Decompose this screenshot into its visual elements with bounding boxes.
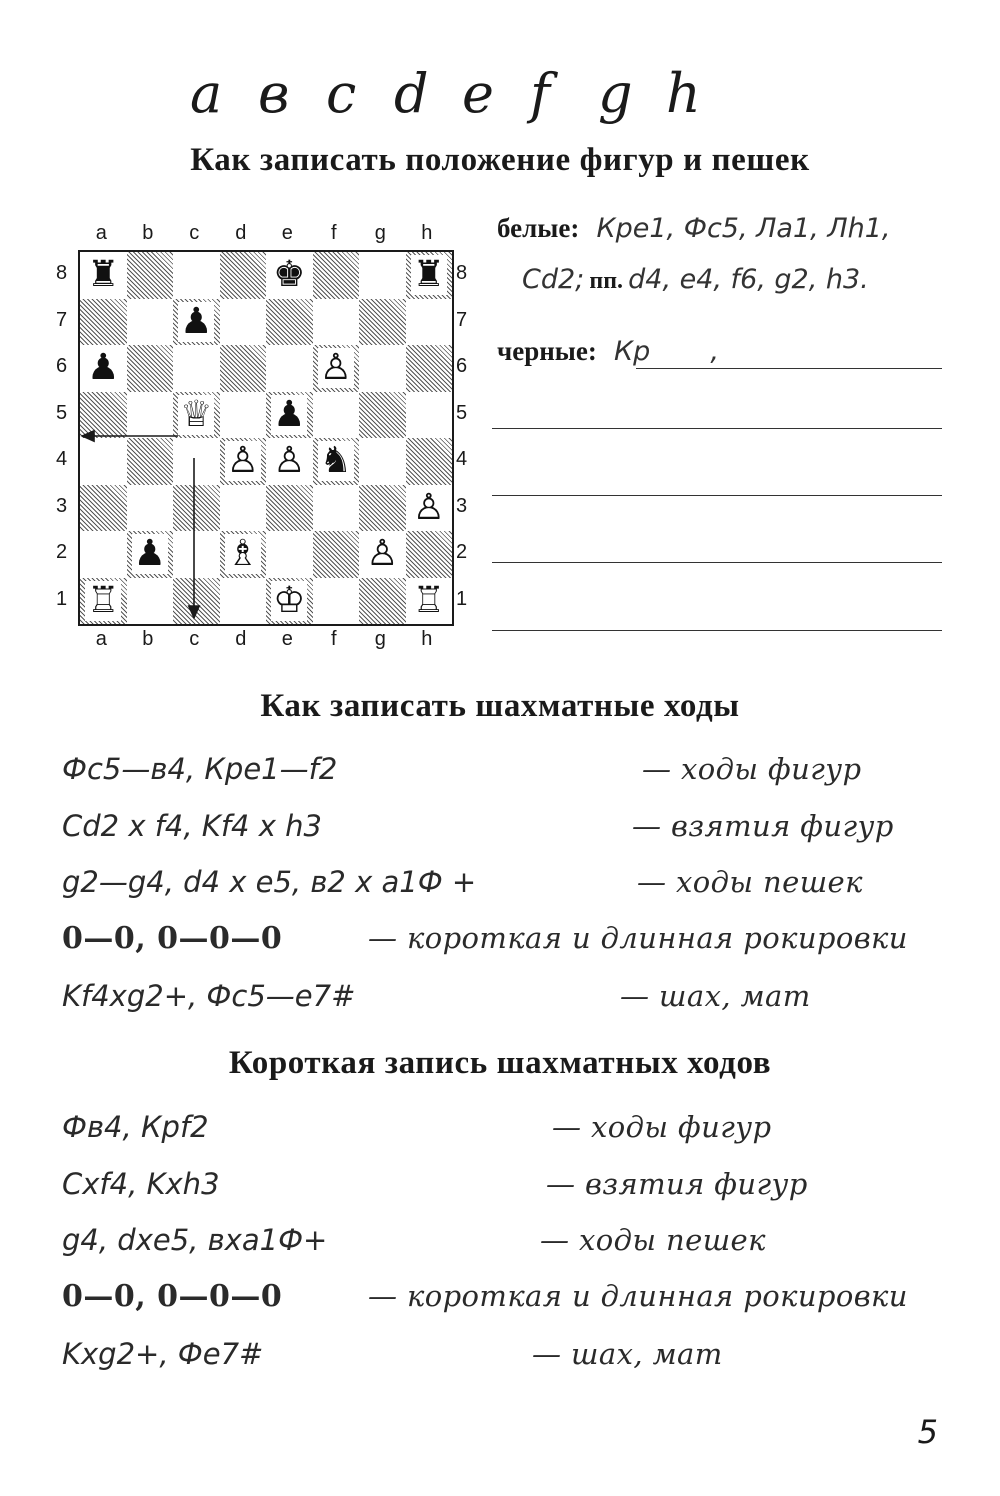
piece-g2: ♙ xyxy=(366,533,399,575)
square-d2 xyxy=(220,531,267,578)
white-label: белые: xyxy=(497,213,580,243)
square-b2 xyxy=(127,531,174,578)
square-g4 xyxy=(359,438,406,485)
file-label: a xyxy=(95,222,107,244)
black-label: черные: xyxy=(497,336,597,366)
move-row xyxy=(62,1110,942,1156)
square-g7 xyxy=(359,299,406,346)
move-row xyxy=(62,752,942,798)
square-g6 xyxy=(359,345,406,392)
square-f6 xyxy=(313,345,360,392)
rank-label: 4 xyxy=(56,448,68,470)
square-f1 xyxy=(313,578,360,625)
move-description: — короткая и длинная рокировки xyxy=(368,1279,908,1313)
square-b4 xyxy=(127,438,174,485)
pawns-abbrev: пп. xyxy=(589,268,624,294)
file-letters-header xyxy=(190,62,734,125)
rank-label: 2 xyxy=(56,541,68,563)
rank-label: 2 xyxy=(456,541,468,563)
file-label: h xyxy=(421,222,433,244)
square-b6 xyxy=(127,345,174,392)
square-f7 xyxy=(313,299,360,346)
rank-label: 3 xyxy=(56,494,68,517)
chess-board xyxy=(78,250,454,626)
file-label: f xyxy=(330,222,337,244)
move-row xyxy=(62,1223,942,1269)
piece-e4: ♙ xyxy=(273,440,306,482)
file-letter: в xyxy=(258,62,290,125)
file-label: e xyxy=(281,628,293,650)
square-a6 xyxy=(80,345,127,392)
square-e4 xyxy=(266,438,313,485)
move-notation: g2—g4, d4 x e5, в2 x a1Ф + xyxy=(62,865,477,899)
move-row xyxy=(62,1167,942,1213)
section-title-moves: Как записать шахматные ходы xyxy=(260,688,740,724)
square-a1 xyxy=(80,578,127,625)
square-e5 xyxy=(266,392,313,439)
square-h6 xyxy=(406,345,453,392)
white-pieces-notation-2 xyxy=(522,264,869,295)
file-labels-bottom xyxy=(78,628,450,651)
square-e2 xyxy=(266,531,313,578)
move-description: — ходы фигур xyxy=(552,1110,772,1144)
square-c6 xyxy=(173,345,220,392)
piece-e1: ♔ xyxy=(273,579,306,621)
square-f5 xyxy=(313,392,360,439)
rank-label: 6 xyxy=(56,355,68,377)
square-e7 xyxy=(266,299,313,346)
file-letter: g xyxy=(598,62,633,125)
square-a2 xyxy=(80,531,127,578)
piece-d4: ♙ xyxy=(226,440,259,482)
square-h7 xyxy=(406,299,453,346)
black-pieces-notation xyxy=(497,336,719,367)
square-c1 xyxy=(173,578,220,625)
file-letter: e xyxy=(462,62,494,125)
piece-f4: ♞ xyxy=(319,440,352,482)
file-label: c xyxy=(189,222,200,244)
file-label: a xyxy=(95,628,107,650)
move-description: — шах, мат xyxy=(620,979,811,1013)
square-h5 xyxy=(406,392,453,439)
piece-e8: ♚ xyxy=(273,254,306,296)
square-g2 xyxy=(359,531,406,578)
white-bishop: Cd2; xyxy=(522,264,585,295)
file-letter: c xyxy=(326,62,357,125)
move-row xyxy=(62,1337,942,1383)
move-notation: Kf4xg2+, Фс5—e7# xyxy=(62,979,356,1013)
square-h8 xyxy=(406,252,453,299)
square-c2 xyxy=(173,531,220,578)
piece-h8: ♜ xyxy=(412,254,445,296)
file-label: c xyxy=(189,628,200,650)
rank-label: 5 xyxy=(56,401,68,424)
square-a4 xyxy=(80,438,127,485)
white-pieces-line1: Кре1, Фс5, Ла1, Лh1, xyxy=(596,213,891,244)
square-f4 xyxy=(313,438,360,485)
rank-label: 8 xyxy=(56,262,68,284)
square-h4 xyxy=(406,438,453,485)
square-b5 xyxy=(127,392,174,439)
square-b1 xyxy=(127,578,174,625)
white-pawns: d4, e4, f6, g2, h3. xyxy=(628,264,869,295)
rank-labels-left xyxy=(56,250,67,622)
file-label: e xyxy=(281,222,293,244)
square-d5 xyxy=(220,392,267,439)
square-h2 xyxy=(406,531,453,578)
square-d7 xyxy=(220,299,267,346)
square-d6 xyxy=(220,345,267,392)
piece-f6: ♙ xyxy=(319,347,352,389)
square-g1 xyxy=(359,578,406,625)
file-letter: h xyxy=(666,62,701,125)
square-c3 xyxy=(173,485,220,532)
rank-labels-right xyxy=(456,250,467,622)
black-king-hand: Кр , xyxy=(613,336,719,367)
square-f2 xyxy=(313,531,360,578)
square-a5 xyxy=(80,392,127,439)
square-f3 xyxy=(313,485,360,532)
rank-label: 8 xyxy=(456,262,468,284)
square-e1 xyxy=(266,578,313,625)
move-notation: Фс5—в4, Кре1—f2 xyxy=(62,752,338,786)
file-labels-top xyxy=(78,222,450,245)
blank-line xyxy=(492,428,942,429)
square-f8 xyxy=(313,252,360,299)
rank-label: 5 xyxy=(456,401,468,424)
page-number: 5 xyxy=(917,1413,938,1451)
piece-h1: ♖ xyxy=(412,579,445,621)
piece-h3: ♙ xyxy=(412,486,445,528)
square-c8 xyxy=(173,252,220,299)
move-description: — ходы пешек xyxy=(637,865,863,899)
file-label: g xyxy=(374,222,386,244)
chess-diagram xyxy=(50,220,480,660)
square-d8 xyxy=(220,252,267,299)
move-notation: g4, dxe5, вxa1Ф+ xyxy=(62,1223,328,1257)
white-pieces-notation xyxy=(497,213,891,244)
move-description: — ходы пешек xyxy=(540,1223,766,1257)
file-letter: f xyxy=(530,62,550,125)
move-notation: Cxf4, Kxh3 xyxy=(62,1167,220,1201)
rank-label: 1 xyxy=(456,587,468,610)
square-b7 xyxy=(127,299,174,346)
file-label: b xyxy=(142,628,154,650)
square-e8 xyxy=(266,252,313,299)
piece-a6: ♟ xyxy=(87,347,120,389)
blank-line xyxy=(492,562,942,563)
piece-c5: ♕ xyxy=(180,393,213,435)
blank-line xyxy=(492,630,942,631)
file-label: d xyxy=(235,628,247,650)
move-description: — короткая и длинная рокировки xyxy=(368,921,908,955)
rank-label: 1 xyxy=(56,587,68,610)
move-row xyxy=(62,865,942,911)
file-label: g xyxy=(374,628,386,650)
square-g8 xyxy=(359,252,406,299)
square-h3 xyxy=(406,485,453,532)
square-g3 xyxy=(359,485,406,532)
rank-label: 4 xyxy=(456,448,468,470)
piece-b2: ♟ xyxy=(133,533,166,575)
move-row xyxy=(62,809,942,855)
square-b3 xyxy=(127,485,174,532)
move-description: — взятия фигур xyxy=(546,1167,808,1201)
square-h1 xyxy=(406,578,453,625)
move-description: — шах, мат xyxy=(532,1337,723,1371)
move-notation: Cd2 x f4, Kf4 x h3 xyxy=(62,809,322,843)
square-d1 xyxy=(220,578,267,625)
section-title-short: Короткая запись шахматных ходов xyxy=(228,1045,772,1081)
rank-label: 6 xyxy=(456,355,468,377)
rank-label: 7 xyxy=(456,308,468,331)
move-notation: 0—0, 0—0—0 xyxy=(62,1279,283,1314)
piece-a8: ♜ xyxy=(87,254,120,296)
piece-a1: ♖ xyxy=(87,579,120,621)
move-description: — ходы фигур xyxy=(642,752,862,786)
square-a3 xyxy=(80,485,127,532)
square-g5 xyxy=(359,392,406,439)
blank-line xyxy=(636,368,942,369)
piece-d2: ♗ xyxy=(226,533,259,575)
move-notation: Kxg2+, Фe7# xyxy=(62,1337,264,1371)
square-c4 xyxy=(173,438,220,485)
file-letter: d xyxy=(394,62,429,125)
move-row xyxy=(62,921,942,967)
file-letter: a xyxy=(190,62,223,125)
rank-label: 3 xyxy=(456,494,468,517)
file-label: h xyxy=(421,628,433,650)
square-d3 xyxy=(220,485,267,532)
section-title-position: Как записать положение фигур и пешек xyxy=(190,142,810,178)
square-c7 xyxy=(173,299,220,346)
file-label: d xyxy=(235,222,247,244)
square-e3 xyxy=(266,485,313,532)
piece-e5: ♟ xyxy=(273,393,306,435)
blank-line xyxy=(492,495,942,496)
square-d4 xyxy=(220,438,267,485)
move-description: — взятия фигур xyxy=(632,809,894,843)
rank-label: 7 xyxy=(56,308,68,331)
move-row xyxy=(62,1279,942,1325)
move-row xyxy=(62,979,942,1025)
square-a7 xyxy=(80,299,127,346)
square-b8 xyxy=(127,252,174,299)
move-notation: 0—0, 0—0—0 xyxy=(62,921,283,956)
file-label: f xyxy=(330,628,337,650)
square-e6 xyxy=(266,345,313,392)
square-a8 xyxy=(80,252,127,299)
piece-c7: ♟ xyxy=(180,300,213,342)
move-notation: Фв4, Крf2 xyxy=(62,1110,209,1144)
square-c5 xyxy=(173,392,220,439)
file-label: b xyxy=(142,222,154,244)
